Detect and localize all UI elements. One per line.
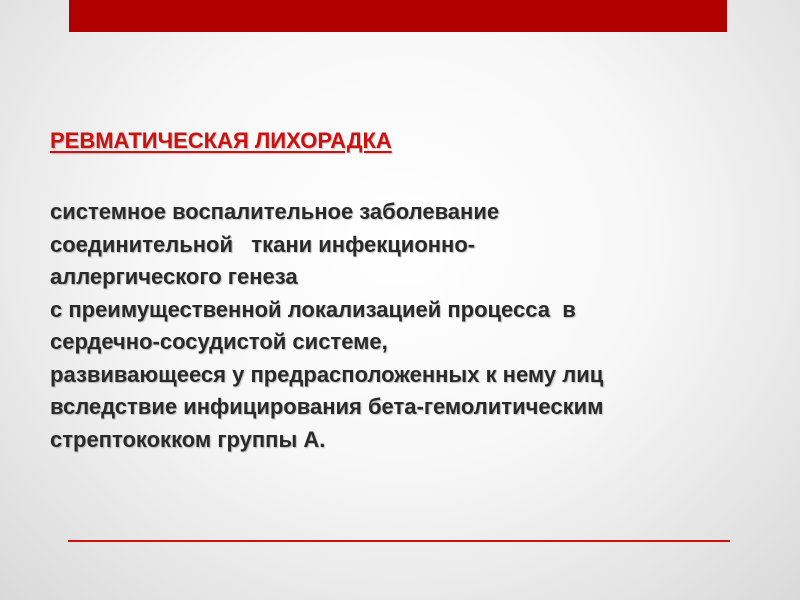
definition-line: системное воспалительное заболевание xyxy=(50,199,500,224)
definition-line: стрептококком группы А. xyxy=(50,426,326,452)
top-accent-bar xyxy=(69,0,727,32)
definition-line: вследствие инфицирования бета-гемолитическим xyxy=(50,394,604,419)
definition-line: с преимущественной локализацией процесса в xyxy=(50,296,576,322)
definition-text xyxy=(50,196,770,456)
definition-line: аллергического генеза xyxy=(50,264,298,289)
definition-line: соединительной ткани инфекционно- xyxy=(50,231,476,257)
definition-line: развивающееся у предрасположенных к нему лиц xyxy=(50,361,604,387)
bottom-divider xyxy=(68,540,730,542)
definition-line: сердечно-сосудистой системе, xyxy=(50,329,388,354)
slide-title: РЕВМАТИЧЕСКАЯ ЛИХОРАДКА xyxy=(50,128,392,153)
